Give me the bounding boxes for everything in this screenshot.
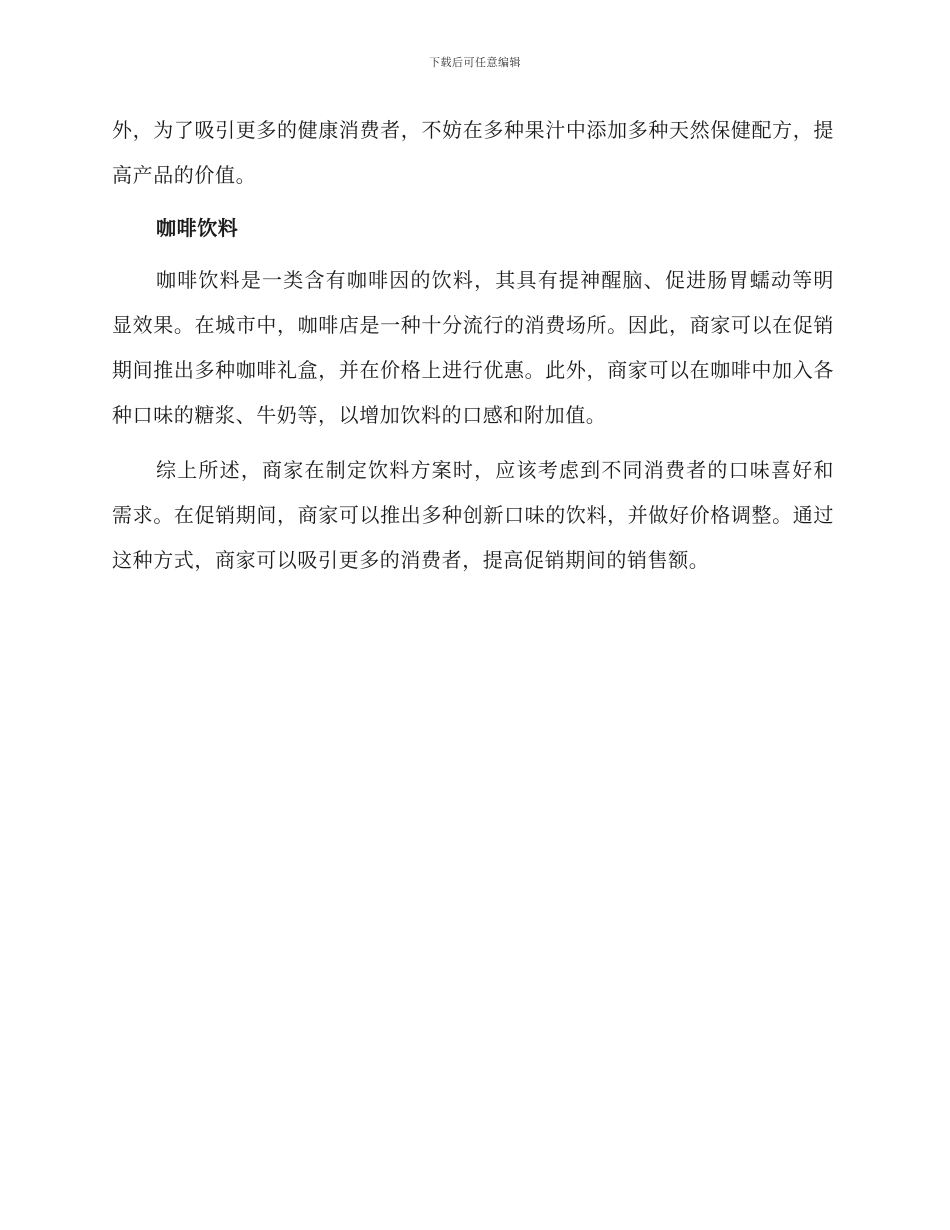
paragraph-continuation: 外，为了吸引更多的健康消费者，不妨在多种果汁中添加多种天然保健配方，提高产品的价值。 bbox=[112, 118, 834, 187]
document-body bbox=[112, 108, 834, 593]
page-header-note: 下载后可任意编辑 bbox=[429, 56, 521, 69]
section-heading-coffee: 咖啡饮料 bbox=[156, 216, 239, 240]
paragraph-summary: 综上所述，商家在制定饮料方案时，应该考虑到不同消费者的口味喜好和需求。在促销期间，商家可以推出多种创新口味的饮料，并做好价格调整。通过这种方式，商家可以吸引更多的消费者，提高促销期间的销售额。 bbox=[112, 458, 834, 572]
paragraph-coffee: 咖啡饮料是一类含有咖啡因的饮料，其具有提神醒脑、促进肠胃蠕动等明显效果。在城市中，咖啡店是一种十分流行的消费场所。因此，商家可以在促销期间推出多种咖啡礼盒，并在价格上进行优惠。此外，商家可以在咖啡中加入各种口味的糖浆、牛奶等，以增加饮料的口感和附加值。 bbox=[112, 268, 834, 427]
